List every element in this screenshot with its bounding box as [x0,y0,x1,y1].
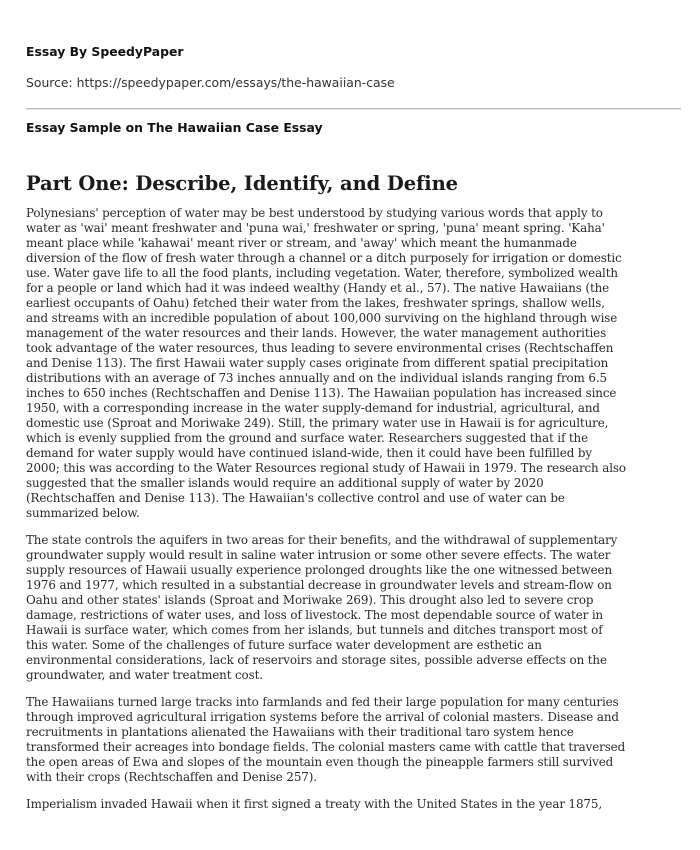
paragraph-line: use. Water gave life to all the food plants, including vegetation. Water, therefore, symbolized wealth [26,266,618,280]
paragraph-line: for a people or land which had it was indeed wealthy (Handy et al., 57). The native Hawaiians (the [26,281,610,295]
essay-paragraph [26,695,686,785]
paragraph-line: inches to 650 inches (Rechtschaffen and Denise 113). The Hawaiian population has increased since [26,386,617,400]
paragraph-line: Oahu and other states' islands (Sproat and Moriwake 269). This drought also led to severe crop [26,593,594,607]
site-brand: Essay By SpeedyPaper [26,44,184,59]
essay-body [26,206,686,824]
essay-paragraph [26,206,686,521]
paragraph-line: took advantage of the water resources, thus leading to severe environmental crises (Rechtschaffen [26,341,614,355]
paragraph-line: summarized below. [26,506,140,520]
paragraph-line: this water. Some of the challenges of future surface water development are esthetic an [26,638,542,652]
paragraph-line: recruitments in plantations alienated the Hawaiians with their traditional taro system hence [26,725,574,739]
paragraph-line: distributions with an average of 73 inches annually and on the individual islands ranging from 6.5 [26,371,607,385]
header-divider [26,108,681,110]
paragraph-line: demand for water supply would have continued island-wide, then it could have been fulfilled by [26,446,592,460]
paragraph-line: which is evenly supplied from the ground and surface water. Researchers suggested that if the [26,431,588,445]
paragraph-line: environmental considerations, lack of reservoirs and storage sites, possible adverse effects on the [26,653,607,667]
paragraph-line: water as 'wai' meant freshwater and 'puna wai,' freshwater or spring, 'puna' meant spring. 'Kaha' [26,221,605,235]
paragraph-line: groundwater, and water treatment cost. [26,668,263,682]
paragraph-line: (Rechtschaffen and Denise 113). The Hawaiian's collective control and use of water can be [26,491,565,505]
section-heading: Part One: Describe, Identify, and Define [26,172,458,195]
paragraph-line: diversion of the flow of fresh water through a channel or a ditch purposely for irrigation or domestic [26,251,622,265]
paragraph-line: Hawaii is surface water, which comes from her islands, but tunnels and ditches transport most of [26,623,603,637]
paragraph-line: suggested that the smaller islands would require an additional supply of water by 2020 [26,476,544,490]
paragraph-line: domestic use (Sproat and Moriwake 249). Still, the primary water use in Hawaii is for agriculture, [26,416,609,430]
paragraph-line: the open areas of Ewa and slopes of the mountain even though the pineapple farmers still survived [26,755,614,769]
paragraph-line: 1976 and 1977, which resulted in a substantial decrease in groundwater levels and stream-flow on [26,578,612,592]
paragraph-line: 2000; this was according to the Water Resources regional study of Hawaii in 1979. The research also [26,461,626,475]
essay-title: Essay Sample on The Hawaiian Case Essay [26,120,323,135]
paragraph-line: meant place while 'kahawai' meant river or stream, and 'away' which meant the humanmade [26,236,577,250]
paragraph-line: The state controls the aquifers in two areas for their benefits, and the withdrawal of supplementary [26,533,618,547]
paragraph-line: The Hawaiians turned large tracks into farmlands and fed their large population for many centuries [26,695,619,709]
paragraph-line: through improved agricultural irrigation systems before the arrival of colonial masters. Disease and [26,710,619,724]
paragraph-line: management of the water resources and their lands. However, the water management authorities [26,326,607,340]
source-url: Source: https://speedypaper.com/essays/the-hawaiian-case [26,75,395,90]
paragraph-line: supply resources of Hawaii usually experience prolonged droughts like the one witnessed between [26,563,612,577]
paragraph-line: 1950, with a corresponding increase in the water supply-demand for industrial, agricultural, and [26,401,600,415]
essay-paragraph [26,797,686,812]
paragraph-line: earliest occupants of Oahu) fetched their water from the lakes, freshwater springs, shallow wells, [26,296,605,310]
paragraph-line: Polynesians' perception of water may be best understood by studying various words that apply to [26,206,603,220]
paragraph-line: Imperialism invaded Hawaii when it first signed a treaty with the United States in the year 1875, [26,797,602,811]
paragraph-line: damage, restrictions of water uses, and loss of livestock. The most dependable source of water in [26,608,604,622]
paragraph-line: with their crops (Rechtschaffen and Denise 257). [26,770,317,784]
paragraph-line: transformed their acreages into bondage fields. The colonial masters came with cattle that traversed [26,740,626,754]
paragraph-line: groundwater supply would result in saline water intrusion or some other severe effects. The water [26,548,611,562]
paragraph-line: and Denise 113). The first Hawaii water supply cases originate from different spatial precipitation [26,356,609,370]
paragraph-line: and streams with an incredible population of about 100,000 surviving on the highland through wise [26,311,618,325]
essay-paragraph [26,533,686,683]
